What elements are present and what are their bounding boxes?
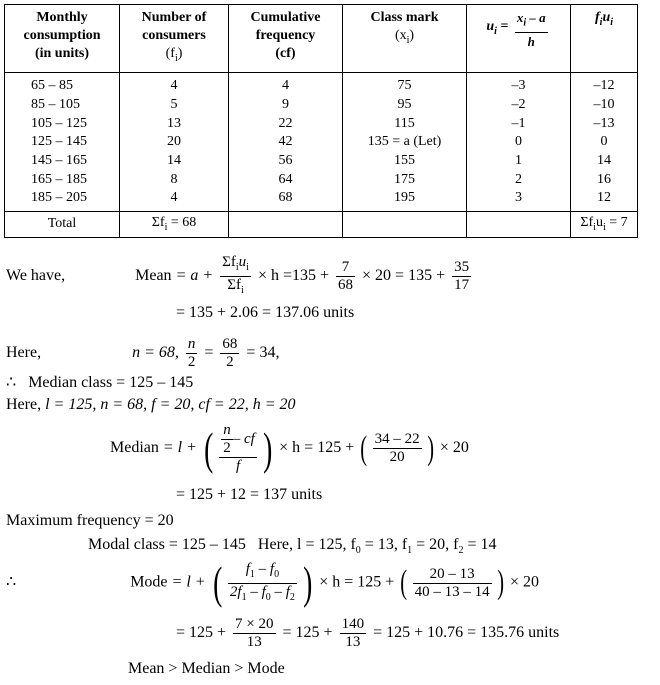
table-row: 145 – 165 14 56 155 1 14: [5, 152, 638, 171]
table-row: 185 – 205 4 68 195 3 12: [5, 189, 638, 211]
modal-class-line: Modal class = 125 – 145 Here, l = 125, $f_0 = 13$, $f_1 = 20$, $f_2 = 14$: [88, 536, 497, 557]
n-line: Here, n = 68, $\frac{n}{2}$ = $\frac{68}{2}$ = 34,: [6, 336, 280, 370]
header-ui: $u_i$ = $\frac{x_i - a}{h}$: [467, 5, 571, 73]
header-monthly-consumption: Monthly consumption (in units): [5, 5, 120, 73]
header-number-consumers: Number of consumers $(f_i)$: [120, 5, 229, 73]
table-row: 105 – 125 13 22 115 –1 –13: [5, 114, 638, 133]
header-fiui: $f_iu_i$: [571, 5, 638, 73]
header-class-mark: Class mark $(x_i)$: [343, 5, 467, 73]
median-params-line: Here, l = 125, n = 68, f = 20, cf = 22, h = 20: [6, 396, 296, 413]
total-sum-fu: $\Sigma f_iu_i = 7$: [571, 211, 638, 237]
table-row: 125 – 145 20 42 135 = a (Let) 0 0: [5, 133, 638, 152]
frequency-table: [4, 4, 638, 238]
median-class-line: ∴ Median class = 125 – 145: [6, 374, 194, 391]
mode-result: = 125 + $\frac{7 \times 20}{13}$ = 125 + $\frac{140}{13}$ = 125 + 10.76 = 135.76 units: [176, 616, 560, 650]
table-header-row: [5, 5, 638, 73]
median-line: Median = l + ( $\frac{n}{2}$ – cf f ) × h = 125 + ( $\frac{34 - 22}{20}$ ) × 20: [110, 422, 469, 474]
table-row: 65 – 85 4 4 75 –3 –12: [5, 73, 638, 96]
table-row: 165 – 185 8 64 175 2 16: [5, 170, 638, 189]
total-sum-f: $\Sigma f_i = 68$: [120, 211, 229, 237]
max-frequency-line: Maximum frequency = 20: [6, 512, 174, 529]
mean-result: = 135 + 2.06 = 137.06 units: [176, 304, 355, 321]
table-row: 85 – 105 5 9 95 –2 –10: [5, 96, 638, 115]
conclusion-line: Mean > Median > Mode: [128, 660, 285, 677]
table-total-row: Total $\Sigma f_i = 68$ $\Sigma f_iu_i = 7$: [5, 211, 638, 237]
header-cumulative-frequency: Cumulative frequency (cf): [229, 5, 343, 73]
mode-line: ∴ Mode = l + ( $\frac{f_1 - f_0}{2f_1 - f_0 - f_2}$ ) × h = 125 + ( $\frac{20 - 13}{40 - 13 - 14}$ ) × 20: [6, 557, 539, 608]
mean-line: We have, Mean = a + $\frac{\Sigma f_iu_i}{\Sigma f_i}$ × h =135 + $\frac{7}{68}$ × 20 = 135 + $\frac{35}{17}$: [6, 254, 470, 296]
median-result: = 125 + 12 = 137 units: [176, 486, 323, 503]
